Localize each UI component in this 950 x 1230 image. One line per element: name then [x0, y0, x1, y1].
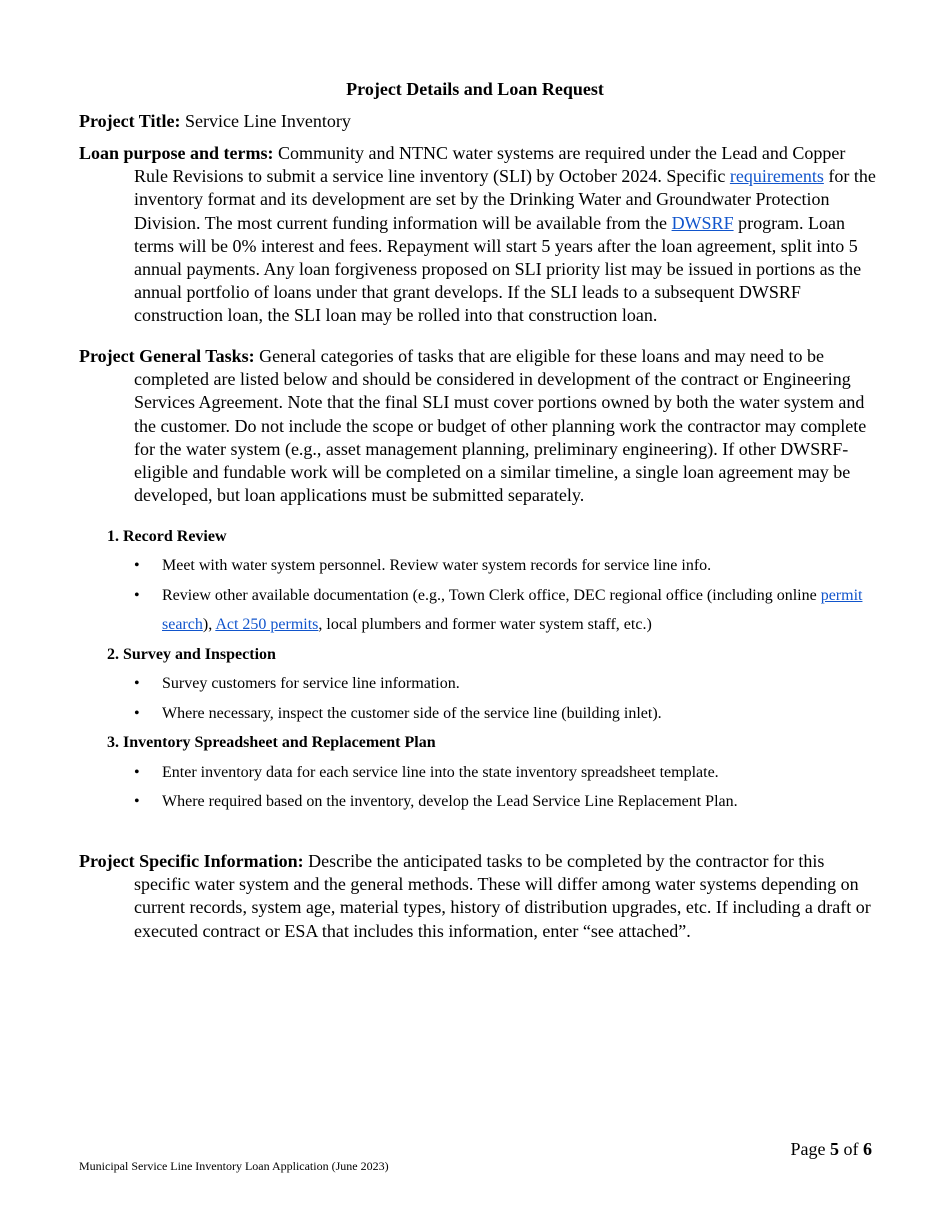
requirements-link[interactable]: requirements [729, 166, 824, 187]
loan-purpose-text-2: for the inventory format and its development are set by the Drinking Water and Groundwater Protection Division. The most current funding information will be available from the [134, 166, 876, 233]
footer-text: Municipal Service Line Inventory Loan Application (June 2023) [79, 1159, 389, 1173]
page-number [791, 1138, 873, 1160]
list-item-text-part: ), [202, 616, 213, 633]
list-item-text-part: Review other available documentation (e.g., Town Clerk office, DEC regional office (including online [162, 587, 817, 604]
bullet-icon: • [134, 705, 140, 722]
task-heading-survey-inspection: 2. Survey and Inspection [107, 646, 276, 663]
project-title-value: Service Line Inventory [184, 111, 351, 131]
page-title: Project Details and Loan Request [346, 79, 604, 99]
list-item-text: Where necessary, inspect the customer side of the service line (building inlet). [162, 705, 662, 722]
bullet-icon: • [134, 587, 140, 604]
list-item-text: Survey customers for service line information. [162, 675, 460, 692]
list-item-text: Where required based on the inventory, develop the Lead Service Line Replacement Plan. [162, 793, 738, 810]
general-tasks-label: Project General Tasks: [79, 346, 255, 366]
act-250-permits-link[interactable]: Act 250 permits [215, 616, 319, 633]
loan-purpose-label: Loan purpose and terms: [79, 143, 274, 163]
bullet-icon: • [134, 675, 140, 692]
list-item [134, 787, 874, 816]
list-item [134, 581, 874, 639]
bullet-icon: • [134, 557, 140, 574]
list-item [134, 758, 874, 787]
loan-purpose-paragraph [79, 142, 879, 328]
bullet-icon: • [134, 793, 140, 810]
page-number-total: 6 [863, 1139, 872, 1159]
project-title-label: Project Title: [79, 111, 181, 131]
page-number-prefix: Page [790, 1139, 826, 1159]
list-item-text-part: , local plumbers and former water system staff, etc.) [318, 616, 652, 633]
list-item-text: Enter inventory data for each service line into the state inventory spreadsheet template. [162, 764, 719, 781]
project-title-paragraph [79, 110, 879, 133]
list-item [134, 699, 874, 728]
loan-purpose-text-3: program. Loan terms will be 0% interest and fees. Repayment will start 5 years after the loan agreement, split into 5 annual payments. Any loan forgiveness proposed on SLI priority list may be issued in portions as the annual portfolio of loans under that grant develops. If the SLI leads to a subsequent DWSRF construction loan, the SLI loan may be rolled into that construction loan. [134, 212, 862, 326]
task-heading-record-review: 1. Record Review [107, 528, 227, 545]
general-tasks-text: General categories of tasks that are eligible for these loans and may need to be completed are listed below and should be considered in development of the contract or Engineering Services Agreement. Note that the final SLI must cover portions owned by both the water system and the customer. Do not include the scope or budget of other planning work the contractor may complete for the water system (e.g., asset management planning, preliminary engineering). If other DWSRF-eligible and fundable work will be completed on a similar timeline, a single loan agreement may be developed, but loan applications must be submitted separately. [134, 346, 867, 506]
permit-search-link[interactable]: permit search [162, 587, 863, 633]
page-number-of: of [843, 1139, 859, 1159]
specific-info-paragraph [79, 850, 879, 943]
task-heading-inventory-spreadsheet: 3. Inventory Spreadsheet and Replacement Plan [107, 734, 436, 751]
page-number-current: 5 [830, 1139, 839, 1159]
specific-info-label: Project Specific Information: [79, 851, 304, 871]
list-item [134, 551, 874, 580]
list-item-text [134, 581, 874, 639]
specific-info-text: Describe the anticipated tasks to be completed by the contractor for this specific water system and the general methods. These will differ among water systems depending on current records, system age, material types, history of distribution upgrades, etc. If including a draft or executed contract or ESA that includes this information, enter “see attached”. [134, 851, 871, 941]
bullet-icon: • [134, 764, 140, 781]
dwsrf-link[interactable]: DWSRF [671, 212, 734, 233]
general-tasks-paragraph [79, 345, 879, 507]
loan-purpose-text-1: Community and NTNC water systems are required under the Lead and Copper Rule Revisions to submit a service line inventory (SLI) by October 2024. Specific [134, 143, 846, 187]
list-item [134, 669, 874, 698]
list-item-text: Meet with water system personnel. Review water system records for service line info. [162, 557, 712, 574]
